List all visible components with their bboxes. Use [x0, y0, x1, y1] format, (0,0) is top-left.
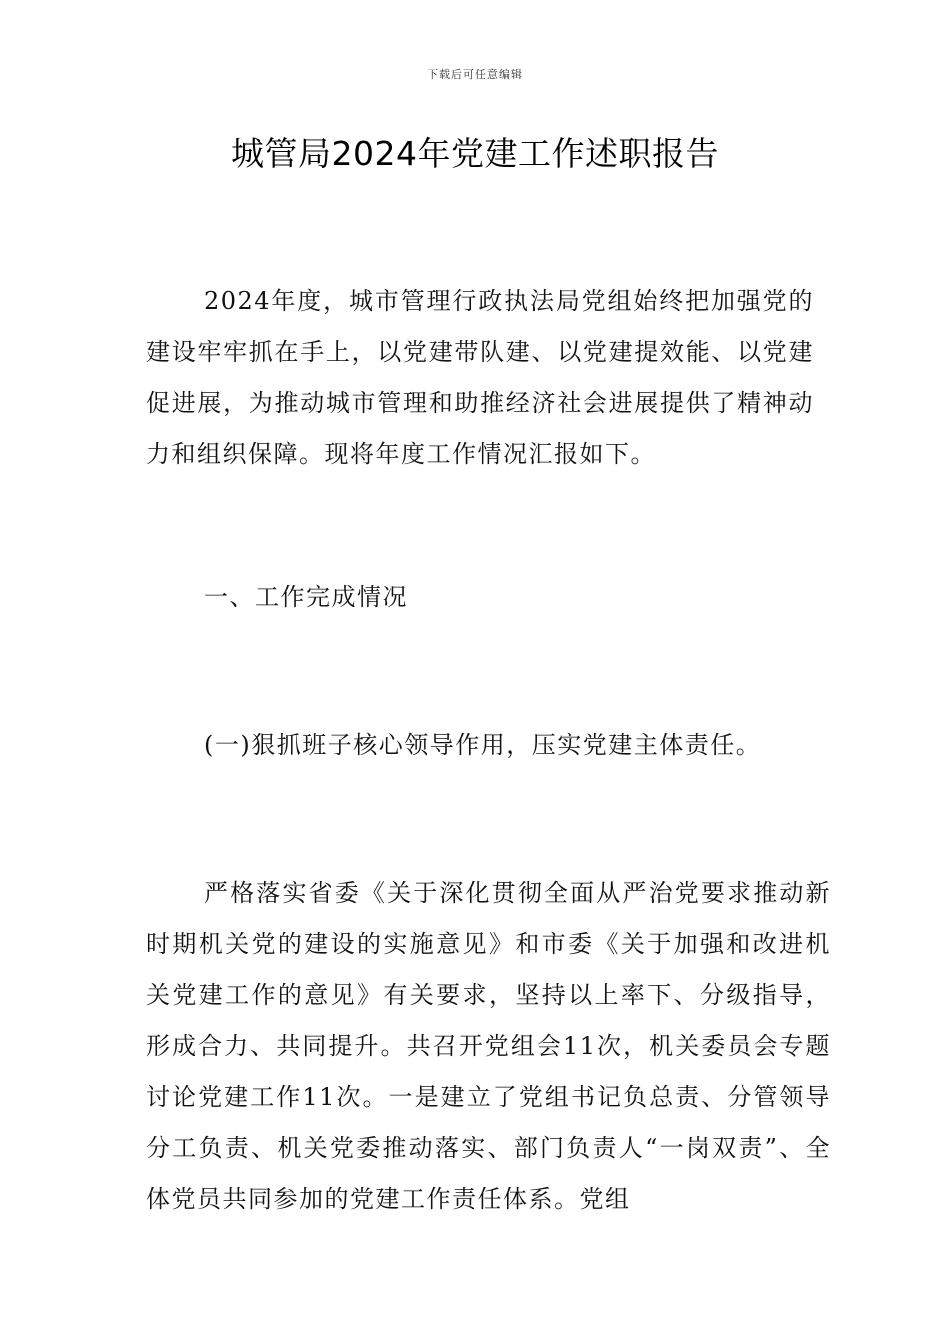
- intro-paragraph: 2024年度，城市管理行政执法局党组始终把加强党的建设牢牢抓在手上，以党建带队建、以党建提效能、以党建促进展，为推动城市管理和助推经济社会进展提供了精神动力和组织保障。现将年度工作情况汇报如下。: [146, 287, 814, 468]
- section-heading: 一、工作完成情况: [204, 583, 408, 611]
- body-paragraph: 严格落实省委《关于深化贯彻全面从严治党要求推动新时期机关党的建设的实施意见》和市委《关于加强和改进机关党建工作的意见》有关要求，坚持以上率下、分级指导，形成合力、共同提升。共召开党组会11次，机关委员会专题讨论党建工作11次。一是建立了党组书记负总责、分管领导分工负责、机关党委推动落实、部门负责人“一岗双责”、全体党员共同参加的党建工作责任体系。党组: [146, 879, 831, 1213]
- subsection-heading: (一)狠抓班子核心领导作用，压实党建主体责任。: [204, 731, 762, 759]
- document-title: 城管局2024年党建工作述职报告: [231, 134, 719, 173]
- header-note: 下载后可任意编辑: [427, 68, 523, 81]
